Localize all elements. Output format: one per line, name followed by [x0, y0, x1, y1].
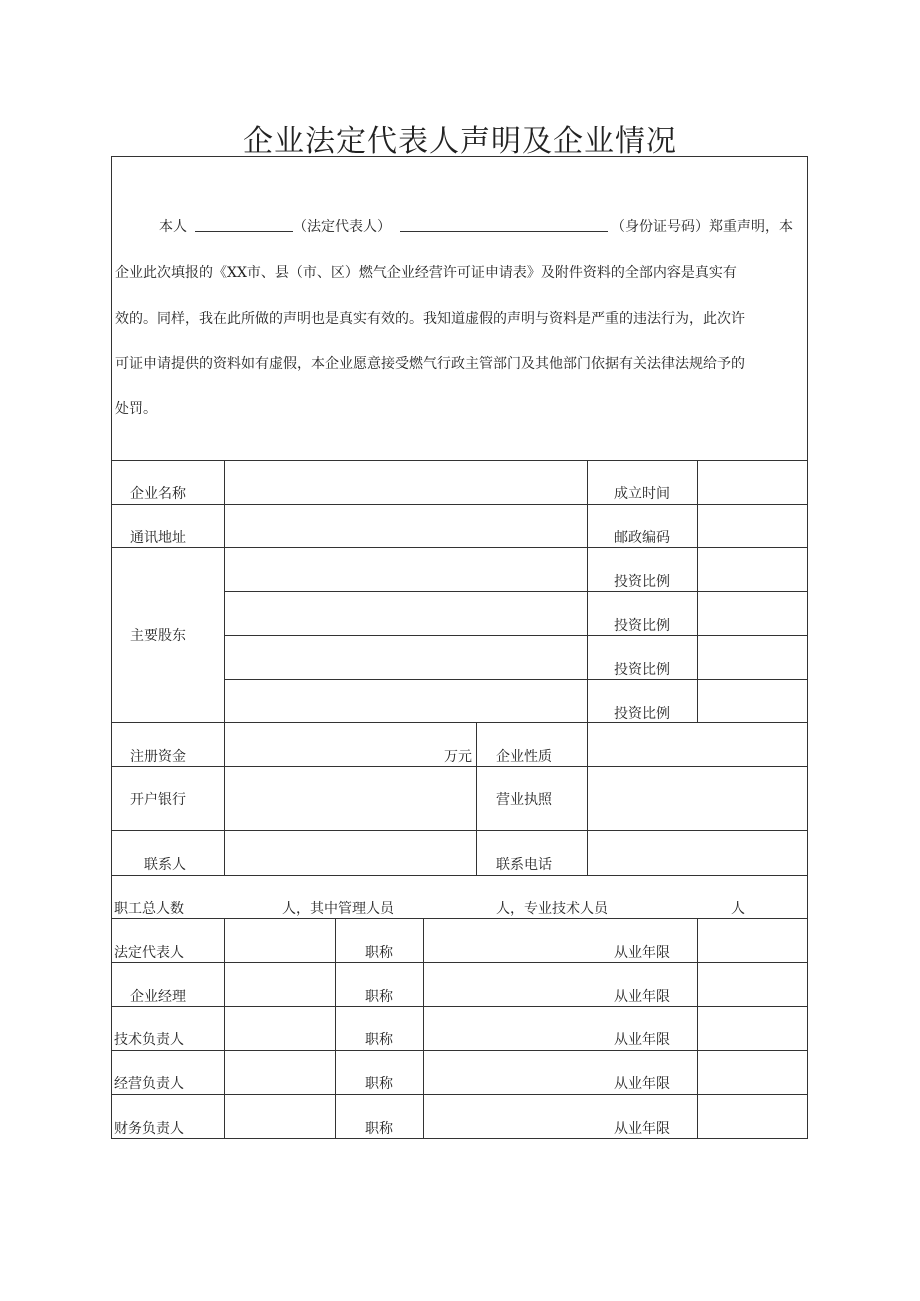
personnel-years-field[interactable] [698, 1051, 807, 1093]
company-type-label: 企业性质 [496, 749, 552, 765]
bank-label: 开户银行 [130, 792, 186, 808]
statement-line-2: 企业此次填报的《XX市、县（市、区）燃气企业经营许可证申请表》及附件资料的全部内容是真实有 [115, 265, 737, 281]
personnel-title-field[interactable] [424, 1095, 586, 1138]
contact-label: 联系人 [144, 857, 186, 873]
statement-text-1a: 本人 [159, 219, 187, 235]
reg-capital-field[interactable] [225, 723, 440, 765]
invest-ratio-field[interactable] [698, 592, 807, 634]
years-label: 从业年限 [614, 1076, 670, 1092]
invest-ratio-label: 投资比例 [614, 662, 670, 678]
staff-total-label: 职工总人数 [114, 901, 184, 917]
page-title: 企业法定代表人声明及企业情况 [243, 124, 677, 159]
invest-ratio-label: 投资比例 [614, 706, 670, 722]
personnel-role-legal-rep: 法定代表人 [114, 945, 184, 961]
staff-mgmt-label: 人，其中管理人员 [282, 901, 394, 917]
reg-capital-label: 注册资金 [130, 749, 186, 765]
years-label: 从业年限 [614, 989, 670, 1005]
staff-mgmt-field[interactable] [406, 896, 492, 916]
statement-text-1c: （身份证号码）郑重声明，本 [611, 219, 793, 235]
col-divider [476, 722, 477, 875]
statement-line-5: 处罚。 [115, 401, 157, 417]
staff-tech-label: 人，专业技术人员 [496, 901, 608, 917]
shareholder-field[interactable] [225, 592, 586, 634]
id-number-blank[interactable] [400, 219, 608, 232]
name-blank[interactable] [195, 219, 293, 232]
contact-field[interactable] [225, 831, 475, 874]
personnel-years-field[interactable] [698, 919, 807, 961]
address-field[interactable] [225, 505, 586, 546]
years-label: 从业年限 [614, 1032, 670, 1048]
invest-ratio-field[interactable] [698, 680, 807, 721]
company-name-label: 企业名称 [130, 486, 186, 502]
statement-text-1b: （法定代表人） [293, 219, 391, 235]
established-date-field[interactable] [698, 461, 807, 503]
years-label: 从业年限 [614, 1121, 670, 1137]
staff-unit-label: 人 [731, 901, 745, 917]
personnel-years-field[interactable] [698, 963, 807, 1005]
shareholder-field[interactable] [225, 680, 586, 721]
phone-label: 联系电话 [496, 857, 552, 873]
personnel-name-field[interactable] [225, 1007, 334, 1049]
shareholder-field[interactable] [225, 548, 586, 590]
job-title-label: 职称 [365, 1032, 393, 1048]
license-label: 营业执照 [496, 792, 552, 808]
bank-field[interactable] [225, 767, 475, 829]
invest-ratio-label: 投资比例 [614, 574, 670, 590]
job-title-label: 职称 [365, 945, 393, 961]
staff-total-field[interactable] [192, 896, 278, 916]
job-title-label: 职称 [365, 1121, 393, 1137]
personnel-title-field[interactable] [424, 1051, 586, 1093]
personnel-title-field[interactable] [424, 919, 586, 961]
invest-ratio-field[interactable] [698, 548, 807, 590]
invest-ratio-label: 投资比例 [614, 618, 670, 634]
personnel-name-field[interactable] [225, 1095, 334, 1138]
personnel-years-field[interactable] [698, 1007, 807, 1049]
personnel-role-manager: 企业经理 [130, 989, 186, 1005]
company-type-field[interactable] [588, 723, 807, 765]
job-title-label: 职称 [365, 1076, 393, 1092]
personnel-title-field[interactable] [424, 963, 586, 1005]
staff-tech-field[interactable] [620, 896, 726, 916]
shareholder-field[interactable] [225, 636, 586, 678]
personnel-name-field[interactable] [225, 1051, 334, 1093]
company-name-field[interactable] [225, 461, 586, 503]
years-label: 从业年限 [614, 945, 670, 961]
invest-ratio-field[interactable] [698, 636, 807, 678]
established-label: 成立时间 [614, 486, 670, 502]
capital-unit-label: 万元 [444, 749, 472, 765]
postcode-label: 邮政编码 [614, 530, 670, 546]
postcode-field[interactable] [698, 505, 807, 546]
personnel-role-business-lead: 经营负责人 [114, 1076, 184, 1092]
shareholders-label: 主要股东 [130, 628, 186, 644]
statement-line-4: 可证申请提供的资料如有虚假，本企业愿意接受燃气行政主管部门及其他部门依据有关法律法规给予的 [115, 356, 745, 372]
personnel-years-field[interactable] [698, 1095, 807, 1138]
col-divider [587, 460, 588, 722]
license-field[interactable] [588, 767, 807, 829]
personnel-title-field[interactable] [424, 1007, 586, 1049]
job-title-label: 职称 [365, 989, 393, 1005]
personnel-role-tech-lead: 技术负责人 [114, 1032, 184, 1048]
address-label: 通讯地址 [130, 530, 186, 546]
col-divider [335, 918, 336, 1139]
statement-line-3: 效的。同样，我在此所做的声明也是真实有效的。我知道虚假的声明与资料是严重的违法行为，此次许 [115, 311, 745, 327]
personnel-role-finance-lead: 财务负责人 [114, 1121, 184, 1137]
row-divider [111, 875, 808, 876]
personnel-name-field[interactable] [225, 919, 334, 961]
personnel-name-field[interactable] [225, 963, 334, 1005]
phone-field[interactable] [588, 831, 807, 874]
